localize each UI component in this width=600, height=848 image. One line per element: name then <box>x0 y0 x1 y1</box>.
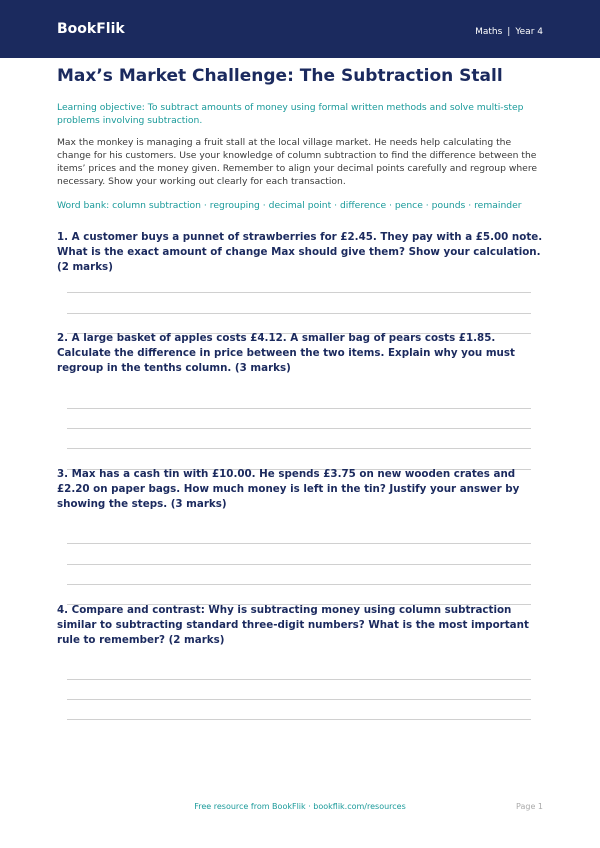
answer-line[interactable] <box>67 543 531 544</box>
word-bank: Word bank: column subtraction · regrouping · decimal point · difference · pence · pounds · remainder <box>57 200 522 211</box>
answer-line[interactable] <box>67 448 531 449</box>
question-3: 3. Max has a cash tin with £10.00. He spends £3.75 on new wooden crates and £2.20 on paper bags. How much money is left in the tin? Justify your answer by showing the steps. (3 marks) <box>57 468 520 510</box>
subject-label: Maths <box>475 27 503 37</box>
intro-paragraph: Max the monkey is managing a fruit stall at the local village market. He needs help calculating the change for his customers. Use your knowledge of column subtraction to find the difference between the items’ prices and the money given. Remember to align your decimal points carefully and regroup where necessary. Show your working out clearly for each transaction. <box>57 137 538 187</box>
answer-line[interactable] <box>67 584 531 585</box>
page-title: Max’s Market Challenge: The Subtraction Stall <box>57 66 503 86</box>
page-number: Page 1 <box>516 802 543 811</box>
answer-line[interactable] <box>67 292 531 293</box>
answer-line[interactable] <box>67 428 531 429</box>
subject-year-label <box>475 28 543 37</box>
answer-line[interactable] <box>67 564 531 565</box>
brand-logo[interactable]: BookFlik <box>57 21 125 37</box>
answer-line[interactable] <box>67 408 531 409</box>
footer-link[interactable]: Free resource from BookFlik · bookflik.com/resources <box>194 802 406 811</box>
answer-line[interactable] <box>67 719 531 720</box>
question-4: 4. Compare and contrast: Why is subtracting money using column subtraction similar to subtracting standard three-digit numbers? What is the most important rule to remember? (2 marks) <box>57 604 529 646</box>
answer-line[interactable] <box>67 313 531 314</box>
question-1: 1. A customer buys a punnet of strawberries for £2.45. They pay with a £5.00 note. What is the exact amount of change Max should give them? Show your calculation. (2 marks) <box>57 231 543 273</box>
subject-separator: | <box>507 27 511 37</box>
answer-line[interactable] <box>67 699 531 700</box>
year-label: Year 4 <box>515 27 543 37</box>
learning-objective: Learning objective: To subtract amounts of money using formal written methods and solve multi-step problems involving subtraction. <box>57 102 524 126</box>
answer-line[interactable] <box>67 679 531 680</box>
header-bar <box>0 0 600 58</box>
question-2: 2. A large basket of apples costs £4.12. A smaller bag of pears costs £1.85. Calculate the difference in price between the two items. Explain why you must regroup in the tenths column. (3 marks) <box>57 332 515 374</box>
